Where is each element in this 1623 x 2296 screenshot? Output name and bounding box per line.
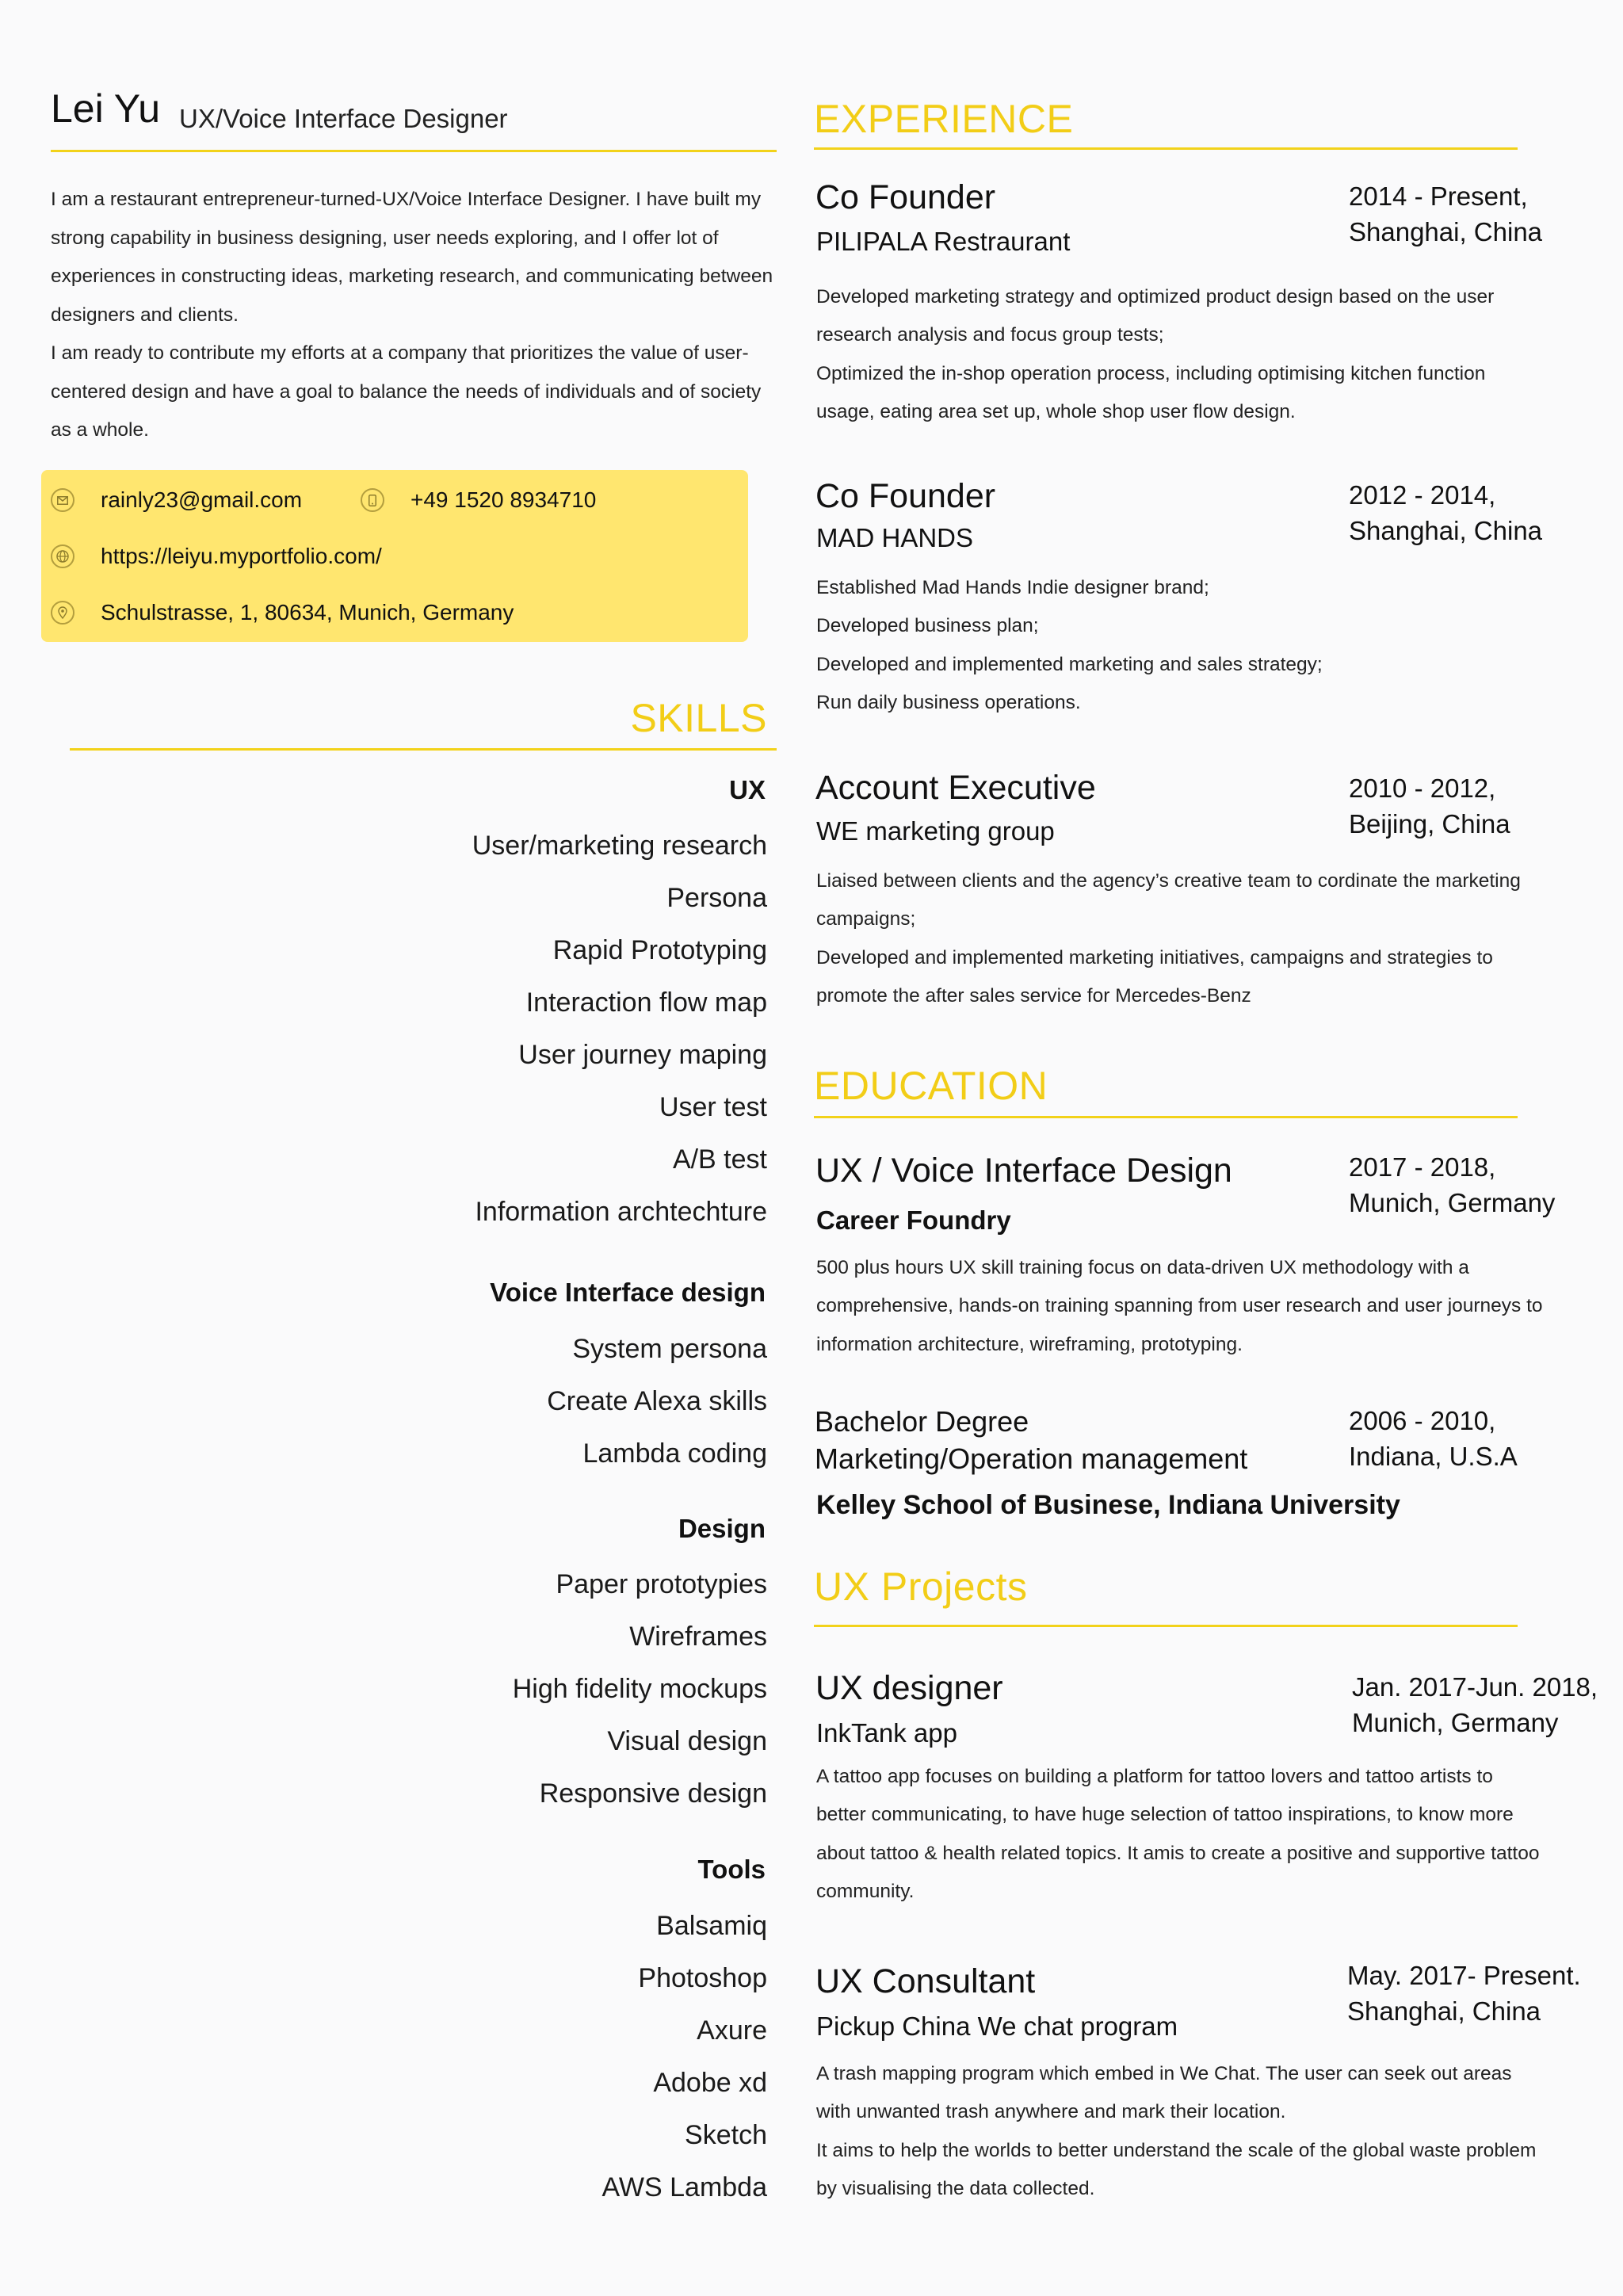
- skill-item: High fidelity mockups: [512, 1674, 767, 1704]
- contact-phone[interactable]: [361, 487, 596, 513]
- mail-icon: [51, 488, 74, 512]
- intro-text: [51, 181, 780, 450]
- address-text: Schulstrasse, 1, 80634, Munich, Germany: [101, 600, 514, 625]
- skills-title: SKILLS: [630, 696, 767, 740]
- globe-icon: [51, 544, 74, 568]
- skill-group-heading: UX: [729, 775, 766, 804]
- skill-item: Responsive design: [539, 1778, 767, 1809]
- job-date: 2010 - 2012, Beijing, China: [1349, 774, 1510, 839]
- skill-item: Interaction flow map: [525, 988, 767, 1018]
- education-rule: [814, 1116, 1518, 1118]
- skill-item: Create Alexa skills: [547, 1386, 767, 1416]
- phone-text: +49 1520 8934710: [411, 487, 597, 512]
- skill-item: Sketch: [685, 2120, 767, 2150]
- projects-rule: [814, 1625, 1518, 1627]
- education-org: Career Foundry: [816, 1205, 1011, 1235]
- projects-title: UX Projects: [814, 1564, 1028, 1609]
- location-pin-icon: [51, 601, 74, 625]
- job-description: Liaised between clients and the agency’s creative team to cordinate the marketing campaigns; Developed and implemented marketing initiatives, campaigns and strategies to promote the after sales service for Mercedes-Benz: [816, 870, 1521, 1007]
- project-date: May. 2017- Present. Shanghai, China: [1347, 1961, 1581, 2026]
- contact-email[interactable]: [51, 487, 302, 513]
- intro-paragraph: I am a restaurant entrepreneur-turned-UX/Voice Interface Designer. I have built my strong capability in business designing, user needs exploring, and I offer lot of experiences in constructing ideas, marketing research, and communicating between designers and clients.: [51, 189, 773, 326]
- intro-paragraph: I am ready to contribute my efforts at a company that prioritizes the value of user-centered design and have a goal to balance the needs of individuals and of society as a whole.: [51, 342, 762, 441]
- job-description: Developed marketing strategy and optimized product design based on the user research analysis and focus group tests; Optimized the in-shop operation process, including optimising kitchen function usage, eating area set up, whole shop user flow design.: [816, 286, 1495, 422]
- skill-item: Lambda coding: [582, 1438, 767, 1469]
- job-title: Account Executive: [815, 769, 1096, 807]
- header-rule: [51, 150, 777, 152]
- candidate-name: Lei Yu: [51, 86, 161, 131]
- education-title-item: Bachelor Degree: [815, 1405, 1029, 1438]
- skill-item: Paper prototypies: [556, 1569, 767, 1599]
- website-text: https://leiyu.myportfolio.com/: [101, 544, 382, 568]
- job-date: 2014 - Present, Shanghai, China: [1349, 181, 1543, 246]
- skill-group-heading: Design: [678, 1514, 766, 1543]
- job-date: 2012 - 2014, Shanghai, China: [1349, 480, 1543, 545]
- skill-item: User/marketing research: [472, 831, 767, 861]
- project-title: UX Consultant: [815, 1962, 1036, 2000]
- education-title-item: UX / Voice Interface Design: [815, 1152, 1232, 1190]
- phone-icon: [361, 488, 384, 512]
- project-org: InkTank app: [816, 1718, 957, 1748]
- education-description: 500 plus hours UX skill training focus on data-driven UX methodology with a comprehensive, hands-on training spanning from user research and user journeys to information architecture, wireframing, prototyping.: [816, 1257, 1543, 1355]
- project-date: Jan. 2017-Jun. 2018, Munich, Germany: [1352, 1672, 1598, 1737]
- job-title: Co Founder: [815, 477, 996, 515]
- education-date: 2006 - 2010, Indiana, U.S.A: [1349, 1406, 1518, 1471]
- skills-rule: [70, 748, 777, 751]
- skill-item: AWS Lambda: [601, 2172, 767, 2202]
- skill-item: System persona: [572, 1334, 767, 1364]
- skill-item: Wireframes: [629, 1622, 767, 1652]
- job-description: Established Mad Hands Indie designer brand; Developed business plan; Developed and implemented marketing and sales strategy; Run daily business operations.: [816, 577, 1323, 713]
- email-text: rainly23@gmail.com: [101, 487, 303, 512]
- experience-rule: [814, 147, 1518, 150]
- project-title: UX designer: [815, 1669, 1003, 1707]
- skill-item: A/B test: [672, 1144, 767, 1175]
- skill-item: Information archtechture: [475, 1197, 767, 1227]
- skill-item: Rapid Prototyping: [552, 935, 767, 965]
- education-date: 2017 - 2018, Munich, Germany: [1349, 1152, 1556, 1217]
- skill-item: User journey maping: [518, 1040, 767, 1070]
- skill-item: User test: [659, 1092, 767, 1122]
- skill-item: Adobe xd: [653, 2068, 767, 2098]
- project-org: Pickup China We chat program: [816, 2011, 1178, 2041]
- skill-item: Visual design: [607, 1726, 767, 1756]
- skill-item: Balsamiq: [656, 1911, 767, 1941]
- contact-address: [51, 600, 514, 625]
- candidate-role: UX/Voice Interface Designer: [179, 104, 508, 133]
- skill-item: Persona: [666, 883, 767, 913]
- contact-website[interactable]: [51, 544, 382, 569]
- job-org: WE marketing group: [816, 816, 1055, 846]
- project-description: A tattoo app focuses on building a platform for tattoo lovers and tattoo artists to better communicating, to have huge selection of tattoo inspirations, to know more about tattoo & health related topics. It amis to create a positive and supportive tattoo community.: [816, 1766, 1540, 1902]
- project-description: A trash mapping program which embed in We Chat. The user can seek out areas with unwanted trash anywhere and mark their location. It aims to help the worlds to better understand the scale of the global waste problem by visualising the data collected.: [816, 2063, 1537, 2199]
- job-org: MAD HANDS: [816, 523, 974, 552]
- education-subtitle: Marketing/Operation management: [815, 1442, 1248, 1475]
- skill-item: Photoshop: [638, 1963, 767, 1993]
- contact-box: [41, 470, 748, 642]
- education-org: Kelley School of Businese, Indiana University: [816, 1490, 1400, 1520]
- skill-item: Axure: [697, 2015, 767, 2046]
- job-title: Co Founder: [815, 178, 996, 216]
- experience-title: EXPERIENCE: [814, 97, 1074, 141]
- job-org: PILIPALA Restraurant: [816, 227, 1071, 256]
- education-title: EDUCATION: [814, 1064, 1048, 1108]
- skill-group-heading: Tools: [697, 1855, 766, 1884]
- skill-group-heading: Voice Interface design: [490, 1278, 766, 1307]
